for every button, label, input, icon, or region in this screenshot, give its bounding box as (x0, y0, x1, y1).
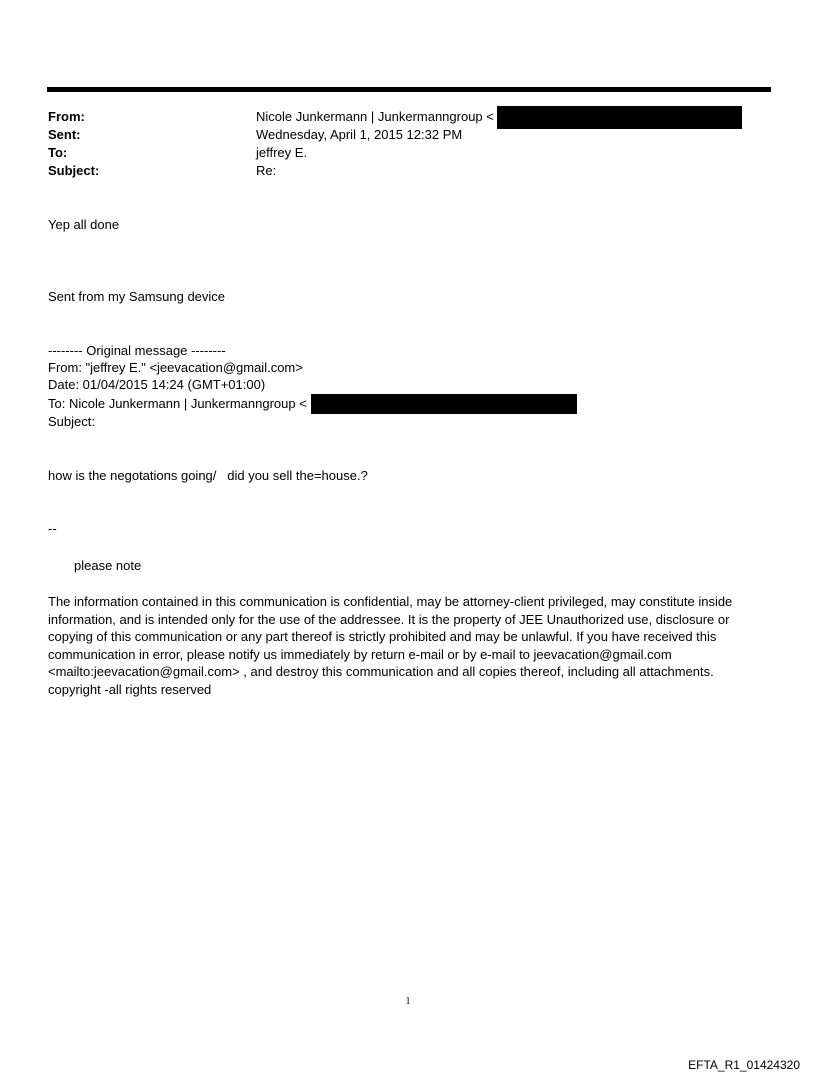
sent-value: Wednesday, April 1, 2015 12:32 PM (256, 127, 463, 142)
from-label: From: (48, 109, 85, 124)
reply-text: Yep all done (48, 217, 120, 232)
bates-number: EFTA_R1_01424320 (688, 1058, 800, 1072)
to-value: jeffrey E. (256, 145, 308, 160)
please-note-text: please note (74, 558, 142, 573)
original-date-line: Date: 01/04/2015 14:24 (GMT+01:00) (48, 377, 266, 392)
redaction-box-to (311, 394, 577, 414)
page-number: 1 (405, 996, 411, 1007)
header-rule (47, 87, 771, 92)
original-to-line: To: Nicole Junkermann | Junkermanngroup < (48, 396, 307, 411)
subject-label: Subject: (48, 163, 100, 178)
subject-value: Re: (256, 163, 277, 178)
to-label: To: (48, 145, 68, 160)
from-value: Nicole Junkermann | Junkermanngroup < (256, 109, 494, 124)
original-from-line: From: "jeffrey E." <jeevacation@gmail.com> (48, 360, 303, 375)
original-subject-line: Subject: (48, 414, 95, 429)
sent-label: Sent: (48, 127, 81, 142)
original-body-text: how is the negotations going/ did you sell the=house.? (48, 468, 368, 483)
original-message-divider: -------- Original message -------- (48, 343, 226, 358)
redaction-box-from (497, 106, 742, 129)
signature-separator: -- (48, 521, 57, 536)
confidentiality-disclaimer: The information contained in this communication is confidential, may be attorney-client privileged, may constitute inside information, and is intended only for the use of the addressee. It is the property of JEE Unauthorized use, disclosure or copying of this communication or any part thereof is strictly prohibited and may be unlawful. If you have received this communication in error, please notify us immediately by return e-mail or by e-mail to jeevacation@gmail.com <mailto:jeevacation@gmail.com> , and destroy this communication and all copies thereof, including all attachments. copyright -all rights reserved (48, 594, 733, 697)
reply-signature: Sent from my Samsung device (48, 289, 226, 304)
